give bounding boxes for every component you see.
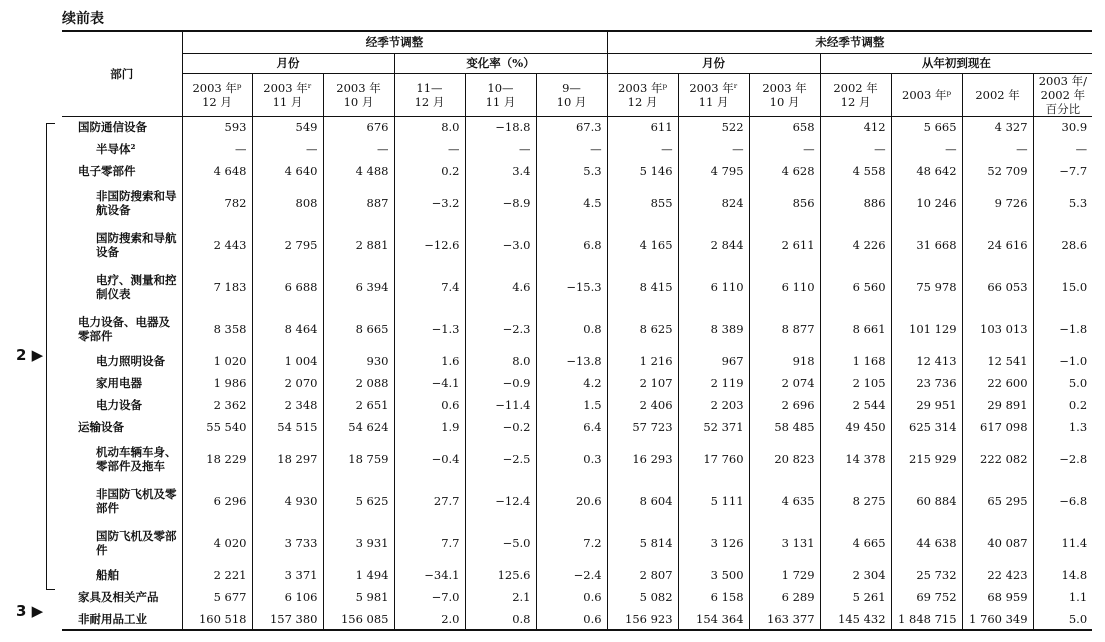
column-header: 2003 年ᵖ xyxy=(891,73,962,116)
table-cell: 30.9 xyxy=(1033,116,1092,138)
row-label: 电疗、测量和控制仪表 xyxy=(96,273,177,301)
table-cell: 4 635 xyxy=(749,480,820,522)
table-cell: 1 986 xyxy=(182,372,252,394)
table-cell: 2 795 xyxy=(252,224,323,266)
row-label: 国防通信设备 xyxy=(78,120,147,135)
table-cell: 1 848 715 xyxy=(891,608,962,630)
table-cell: 49 450 xyxy=(820,416,891,438)
table-cell: 14 378 xyxy=(820,438,891,480)
table-cell: 5 814 xyxy=(607,522,678,564)
table-cell: 1 216 xyxy=(607,350,678,372)
table-cell: 3 131 xyxy=(749,522,820,564)
table-cell: 20.6 xyxy=(536,480,607,522)
table-cell: 57 723 xyxy=(607,416,678,438)
table-cell: −3.2 xyxy=(394,182,465,224)
table-cell: — xyxy=(678,138,749,160)
table-cell: 658 xyxy=(749,116,820,138)
table-row xyxy=(62,350,1092,372)
table-cell: — xyxy=(394,138,465,160)
row-label: 非国防搜索和导航设备 xyxy=(96,189,177,217)
table-cell: — xyxy=(1033,138,1092,160)
table-cell: — xyxy=(891,138,962,160)
table-cell: 2 107 xyxy=(607,372,678,394)
table-cell: 5 082 xyxy=(607,586,678,608)
dept-header: 部门 xyxy=(62,31,182,116)
table-cell: 25 732 xyxy=(891,564,962,586)
table-row xyxy=(62,160,1092,182)
row-label: 非耐用品工业 xyxy=(62,608,182,630)
table-cell: 2.0 xyxy=(394,608,465,630)
table-cell: 160 518 xyxy=(182,608,252,630)
table-cell: 5.3 xyxy=(1033,182,1092,224)
table-cell: 8.0 xyxy=(465,350,536,372)
table-cell: 7.4 xyxy=(394,266,465,308)
row-label: 电力设备 xyxy=(96,398,142,412)
table-cell: 29 951 xyxy=(891,394,962,416)
table-cell: 5 665 xyxy=(891,116,962,138)
table-cell: 18 229 xyxy=(182,438,252,480)
table-row xyxy=(62,266,1092,308)
table-cell: 65 295 xyxy=(962,480,1033,522)
grouping-bracket xyxy=(46,123,55,590)
table-cell: −12.4 xyxy=(465,480,536,522)
row-label: 船舶 xyxy=(96,568,119,582)
seasonally-adjusted-header: 经季节调整 xyxy=(182,31,607,53)
table-cell: 4 628 xyxy=(749,160,820,182)
table-cell: 68 959 xyxy=(962,586,1033,608)
table-cell: 0.8 xyxy=(465,608,536,630)
table-cell: 4 558 xyxy=(820,160,891,182)
table-cell: 4 226 xyxy=(820,224,891,266)
table-cell: 6 106 xyxy=(252,586,323,608)
table-cell: 5 261 xyxy=(820,586,891,608)
table-cell: 5 625 xyxy=(323,480,394,522)
table-cell: 31 668 xyxy=(891,224,962,266)
table-cell: — xyxy=(252,138,323,160)
table-cell: 3.4 xyxy=(465,160,536,182)
table-cell: 6 394 xyxy=(323,266,394,308)
table-cell: 8 389 xyxy=(678,308,749,350)
table-cell: 28.6 xyxy=(1033,224,1092,266)
table-cell: −0.9 xyxy=(465,372,536,394)
table-cell: — xyxy=(962,138,1033,160)
month-header: 月份 xyxy=(182,53,394,73)
table-cell: 2 304 xyxy=(820,564,891,586)
table-cell: 4 648 xyxy=(182,160,252,182)
table-cell: 2 221 xyxy=(182,564,252,586)
table-cell: 5 981 xyxy=(323,586,394,608)
row-label: 电力照明设备 xyxy=(96,354,165,368)
column-header: 2003 年ʳ 11 月 xyxy=(252,73,323,116)
table-row xyxy=(62,224,1092,266)
table-cell: — xyxy=(607,138,678,160)
table-cell: 103 013 xyxy=(962,308,1033,350)
table-cell: 2 088 xyxy=(323,372,394,394)
table-cell: 2 611 xyxy=(749,224,820,266)
table-caption: 续前表 xyxy=(62,11,104,27)
table-cell: 101 129 xyxy=(891,308,962,350)
table-cell: 11.4 xyxy=(1033,522,1092,564)
table-cell: −18.8 xyxy=(465,116,536,138)
table-cell: 2 203 xyxy=(678,394,749,416)
column-header: 2003 年ᵖ 12 月 xyxy=(182,73,252,116)
table-cell: 4 665 xyxy=(820,522,891,564)
table-cell: 8 665 xyxy=(323,308,394,350)
table-cell: 15.0 xyxy=(1033,266,1092,308)
table-cell: 44 638 xyxy=(891,522,962,564)
table-cell: 2.1 xyxy=(465,586,536,608)
table-cell: 67.3 xyxy=(536,116,607,138)
table-cell: — xyxy=(465,138,536,160)
column-header: 11— 12 月 xyxy=(394,73,465,116)
table-cell: 145 432 xyxy=(820,608,891,630)
ytd-header: 从年初到现在 xyxy=(820,53,1092,73)
table-cell: 3 931 xyxy=(323,522,394,564)
month-header-2: 月份 xyxy=(607,53,820,73)
column-header: 2002 年 xyxy=(962,73,1033,116)
column-header: 9— 10 月 xyxy=(536,73,607,116)
table-cell: — xyxy=(182,138,252,160)
table-cell: 60 884 xyxy=(891,480,962,522)
table-cell: 163 377 xyxy=(749,608,820,630)
table-row xyxy=(62,564,1092,586)
table-cell: 1.6 xyxy=(394,350,465,372)
table-cell: 967 xyxy=(678,350,749,372)
table-cell: 6 110 xyxy=(749,266,820,308)
table-cell: 156 085 xyxy=(323,608,394,630)
table-cell: 3 500 xyxy=(678,564,749,586)
table-cell: 824 xyxy=(678,182,749,224)
column-header: 2003 年ᵖ 12 月 xyxy=(607,73,678,116)
table-cell: 617 098 xyxy=(962,416,1033,438)
table-cell: 2 881 xyxy=(323,224,394,266)
table-cell: 2 119 xyxy=(678,372,749,394)
table-cell: −3.0 xyxy=(465,224,536,266)
table-cell: 16 293 xyxy=(607,438,678,480)
table-cell: −7.7 xyxy=(1033,160,1092,182)
table-cell: −5.0 xyxy=(465,522,536,564)
table-cell: −2.3 xyxy=(465,308,536,350)
table-cell: 2 544 xyxy=(820,394,891,416)
table-cell: 886 xyxy=(820,182,891,224)
table-cell: 22 423 xyxy=(962,564,1033,586)
table-cell: 0.6 xyxy=(394,394,465,416)
table-cell: 215 929 xyxy=(891,438,962,480)
table-cell: 8 604 xyxy=(607,480,678,522)
table-cell: 8.0 xyxy=(394,116,465,138)
table-cell: 0.6 xyxy=(536,608,607,630)
table-row xyxy=(62,608,1092,630)
column-header: 2003 年 10 月 xyxy=(323,73,394,116)
table-cell: 2 074 xyxy=(749,372,820,394)
table-cell: — xyxy=(820,138,891,160)
table-cell: 676 xyxy=(323,116,394,138)
not-seasonally-adjusted-header: 未经季节调整 xyxy=(607,31,1092,53)
table-cell: 156 923 xyxy=(607,608,678,630)
table-cell: −2.4 xyxy=(536,564,607,586)
table-cell: 3 371 xyxy=(252,564,323,586)
table-cell: 40 087 xyxy=(962,522,1033,564)
table-cell: 593 xyxy=(182,116,252,138)
table-cell: 2 070 xyxy=(252,372,323,394)
table-cell: 5.0 xyxy=(1033,372,1092,394)
row-label: 家具及相关产品 xyxy=(78,590,159,604)
table-cell: 808 xyxy=(252,182,323,224)
table-cell: 69 752 xyxy=(891,586,962,608)
table-cell: 856 xyxy=(749,182,820,224)
table-cell: 2 362 xyxy=(182,394,252,416)
table-cell: 6.8 xyxy=(536,224,607,266)
table-cell: 4.2 xyxy=(536,372,607,394)
table-cell: 4 020 xyxy=(182,522,252,564)
table-cell: 5 146 xyxy=(607,160,678,182)
table-cell: −8.9 xyxy=(465,182,536,224)
table-cell: 54 515 xyxy=(252,416,323,438)
margin-marker-3 xyxy=(16,602,43,620)
table-cell: 2 406 xyxy=(607,394,678,416)
table-cell: −1.0 xyxy=(1033,350,1092,372)
table-cell: 0.2 xyxy=(1033,394,1092,416)
table-cell: −7.0 xyxy=(394,586,465,608)
table-cell: 17 760 xyxy=(678,438,749,480)
marker-arrow-icon: ▶ xyxy=(31,602,44,620)
table-row xyxy=(62,308,1092,350)
table-cell: 10 246 xyxy=(891,182,962,224)
table-cell: 4.6 xyxy=(465,266,536,308)
table-row xyxy=(62,372,1092,394)
table-cell: 18 759 xyxy=(323,438,394,480)
table-cell: 6 289 xyxy=(749,586,820,608)
table-cell: 1 004 xyxy=(252,350,323,372)
table-cell: −13.8 xyxy=(536,350,607,372)
table-cell: 855 xyxy=(607,182,678,224)
table-cell: 5.0 xyxy=(1033,608,1092,630)
table-cell: −0.4 xyxy=(394,438,465,480)
table-cell: 18 297 xyxy=(252,438,323,480)
table-row xyxy=(62,522,1092,564)
table-cell: 6 110 xyxy=(678,266,749,308)
row-label: 运输设备 xyxy=(78,420,124,434)
change-rate-header: 变化率（%） xyxy=(394,53,607,73)
table-cell: 1.3 xyxy=(1033,416,1092,438)
table-cell: 52 709 xyxy=(962,160,1033,182)
marker-number: 3 xyxy=(16,602,27,620)
table-cell: 6 158 xyxy=(678,586,749,608)
row-label: 机动车辆车身、零部件及拖车 xyxy=(96,445,177,473)
table-row xyxy=(62,438,1092,480)
table-cell: 8 661 xyxy=(820,308,891,350)
table-cell: 8 415 xyxy=(607,266,678,308)
table-cell: 1.9 xyxy=(394,416,465,438)
table-cell: 1 494 xyxy=(323,564,394,586)
table-cell: −1.8 xyxy=(1033,308,1092,350)
table-cell: 8 625 xyxy=(607,308,678,350)
table-cell: −2.5 xyxy=(465,438,536,480)
table-cell: 2 696 xyxy=(749,394,820,416)
table-cell: 4 930 xyxy=(252,480,323,522)
table-cell: 2 105 xyxy=(820,372,891,394)
table-cell: 0.3 xyxy=(536,438,607,480)
table-cell: 1 729 xyxy=(749,564,820,586)
table-cell: 8 358 xyxy=(182,308,252,350)
data-table xyxy=(62,30,1092,631)
table-cell: 2 651 xyxy=(323,394,394,416)
table-cell: 3 733 xyxy=(252,522,323,564)
row-label: 电子零部件 xyxy=(78,164,136,178)
table-cell: 55 540 xyxy=(182,416,252,438)
table-cell: 8 877 xyxy=(749,308,820,350)
table-cell: 2 348 xyxy=(252,394,323,416)
table-cell: −34.1 xyxy=(394,564,465,586)
table-cell: 48 642 xyxy=(891,160,962,182)
table-cell: 23 736 xyxy=(891,372,962,394)
table-cell: 8 275 xyxy=(820,480,891,522)
table-cell: 12 413 xyxy=(891,350,962,372)
table-cell: 22 600 xyxy=(962,372,1033,394)
table-cell: 3 126 xyxy=(678,522,749,564)
table-cell: −4.1 xyxy=(394,372,465,394)
table-cell: 54 624 xyxy=(323,416,394,438)
table-cell: −2.8 xyxy=(1033,438,1092,480)
table-row xyxy=(62,586,1092,608)
table-cell: 918 xyxy=(749,350,820,372)
table-cell: 4 640 xyxy=(252,160,323,182)
table-cell: 222 082 xyxy=(962,438,1033,480)
table-cell: −12.6 xyxy=(394,224,465,266)
table-row xyxy=(62,394,1092,416)
column-header: 2003 年/ 2002 年 百分比 xyxy=(1033,73,1092,116)
table-cell: 1 020 xyxy=(182,350,252,372)
row-label: 非国防飞机及零部件 xyxy=(96,487,177,515)
marker-number: 2 xyxy=(16,346,27,364)
margin-marker-2 xyxy=(16,346,43,364)
column-header: 2002 年 12 月 xyxy=(820,73,891,116)
row-label: 国防搜索和导航设备 xyxy=(96,231,177,259)
table-cell: 27.7 xyxy=(394,480,465,522)
table-cell: 930 xyxy=(323,350,394,372)
row-label: 半导体² xyxy=(96,142,136,156)
table-cell: 0.8 xyxy=(536,308,607,350)
table-cell: 4 165 xyxy=(607,224,678,266)
table-cell: 6 560 xyxy=(820,266,891,308)
table-cell: 5.3 xyxy=(536,160,607,182)
table-cell: 6 296 xyxy=(182,480,252,522)
table-cell: 1.1 xyxy=(1033,586,1092,608)
table-cell: −0.2 xyxy=(465,416,536,438)
table-row xyxy=(62,116,1092,138)
table-cell: — xyxy=(749,138,820,160)
table-cell: 1.5 xyxy=(536,394,607,416)
table-cell: 887 xyxy=(323,182,394,224)
table-cell: 9 726 xyxy=(962,182,1033,224)
table-row xyxy=(62,182,1092,224)
row-label: 家用电器 xyxy=(96,376,142,390)
column-header: 10— 11 月 xyxy=(465,73,536,116)
table-cell: 782 xyxy=(182,182,252,224)
table-cell: 6.4 xyxy=(536,416,607,438)
row-label: 电力设备、电器及零部件 xyxy=(78,315,170,343)
table-cell: −15.3 xyxy=(536,266,607,308)
table-cell: 66 053 xyxy=(962,266,1033,308)
table-cell: 4 327 xyxy=(962,116,1033,138)
table-cell: 2 844 xyxy=(678,224,749,266)
table-cell: 7.2 xyxy=(536,522,607,564)
table-cell: 625 314 xyxy=(891,416,962,438)
row-label: 国防飞机及零部件 xyxy=(96,529,177,557)
table-cell: 4 795 xyxy=(678,160,749,182)
table-row xyxy=(62,138,1092,160)
table-cell: 4.5 xyxy=(536,182,607,224)
table-cell: 412 xyxy=(820,116,891,138)
table-row xyxy=(62,416,1092,438)
table-cell: 0.2 xyxy=(394,160,465,182)
marker-arrow-icon: ▶ xyxy=(31,346,44,364)
table-cell: 75 978 xyxy=(891,266,962,308)
table-cell: 4 488 xyxy=(323,160,394,182)
table-cell: −1.3 xyxy=(394,308,465,350)
column-header: 2003 年ʳ 11 月 xyxy=(678,73,749,116)
table-cell: 157 380 xyxy=(252,608,323,630)
table-cell: 7 183 xyxy=(182,266,252,308)
table-cell: 52 371 xyxy=(678,416,749,438)
table-cell: −11.4 xyxy=(465,394,536,416)
table-cell: — xyxy=(323,138,394,160)
table-cell: 5 677 xyxy=(182,586,252,608)
table-cell: 20 823 xyxy=(749,438,820,480)
table-cell: 125.6 xyxy=(465,564,536,586)
table-cell: −6.8 xyxy=(1033,480,1092,522)
table-cell: 1 760 349 xyxy=(962,608,1033,630)
table-cell: — xyxy=(536,138,607,160)
table-cell: 1 168 xyxy=(820,350,891,372)
table-cell: 29 891 xyxy=(962,394,1033,416)
table-cell: 6 688 xyxy=(252,266,323,308)
column-header: 2003 年 10 月 xyxy=(749,73,820,116)
table-cell: 7.7 xyxy=(394,522,465,564)
table-cell: 5 111 xyxy=(678,480,749,522)
table-cell: 12 541 xyxy=(962,350,1033,372)
table-row xyxy=(62,480,1092,522)
table-cell: 0.6 xyxy=(536,586,607,608)
table-cell: 14.8 xyxy=(1033,564,1092,586)
table-cell: 611 xyxy=(607,116,678,138)
table-cell: 154 364 xyxy=(678,608,749,630)
table-cell: 8 464 xyxy=(252,308,323,350)
table-cell: 549 xyxy=(252,116,323,138)
table-cell: 2 443 xyxy=(182,224,252,266)
table-cell: 522 xyxy=(678,116,749,138)
table-cell: 58 485 xyxy=(749,416,820,438)
table-cell: 2 807 xyxy=(607,564,678,586)
table-cell: 24 616 xyxy=(962,224,1033,266)
